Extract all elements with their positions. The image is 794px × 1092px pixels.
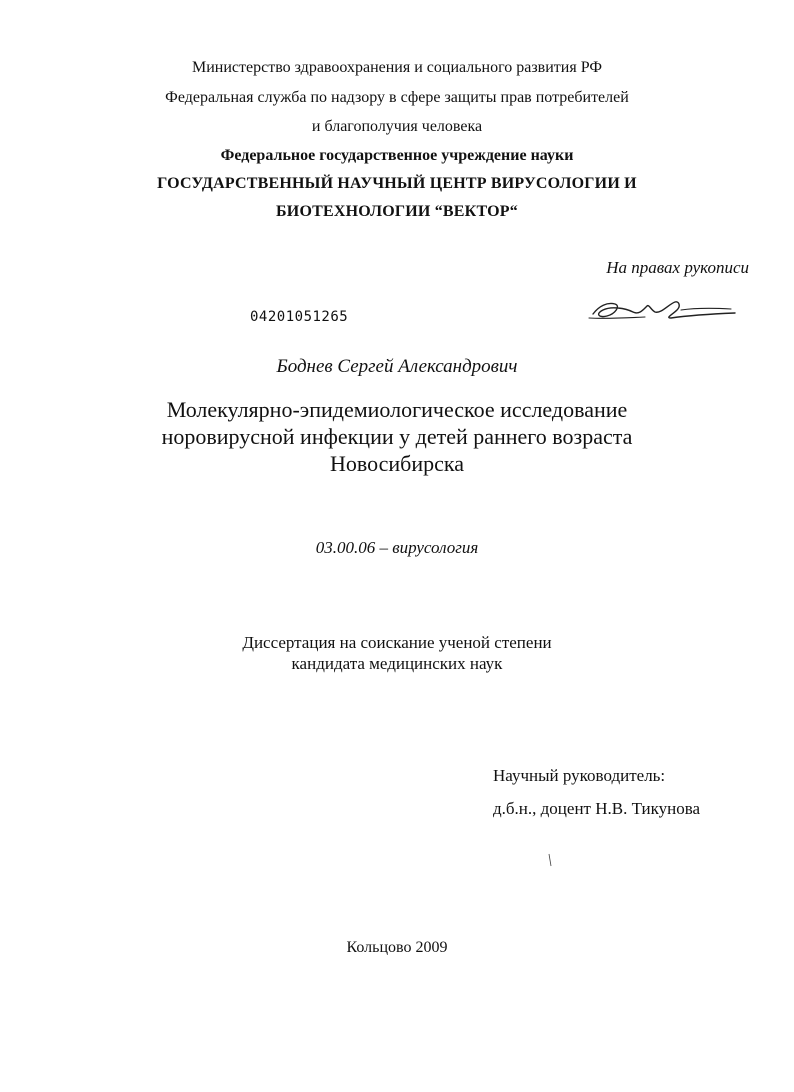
thesis-title-line-1: Молекулярно-эпидемиологическое исследование — [166, 397, 628, 422]
specialty-code: 03.00.06 – вирусология — [315, 538, 479, 557]
author-name: Боднев Сергей Александрович — [276, 356, 518, 377]
stray-pen-mark — [548, 853, 552, 867]
degree-line-1: Диссертация на соискание ученой степени — [242, 633, 552, 652]
manuscript-rights-note: На правах рукописи — [606, 258, 749, 277]
thesis-title-line-3: Новосибирска — [329, 451, 465, 476]
advisor-name: д.б.н., доцент Н.В. Тикунова — [493, 799, 701, 818]
thesis-title-line-2: норовирусной инфекции у детей раннего возраста — [161, 424, 633, 449]
degree-line-2: кандидата медицинских наук — [291, 654, 503, 673]
federal-service-line: Федеральная служба по надзору в сфере защиты прав потребителей — [165, 89, 629, 106]
place-and-year: Кольцово 2009 — [346, 939, 448, 956]
handwritten-signature — [585, 292, 740, 326]
institution-name-line-2: БИОТЕХНОЛОГИИ “ВЕКТОР“ — [276, 203, 518, 220]
advisor-label: Научный руководитель: — [493, 766, 666, 785]
institution-name-line-1: ГОСУДАРСТВЕННЫЙ НАУЧНЫЙ ЦЕНТР ВИРУСОЛОГИИ И — [157, 175, 637, 192]
registration-number: 04201051265 — [250, 309, 349, 325]
wellbeing-line: и благополучия человека — [311, 118, 483, 135]
institution-type-line: Федеральное государственное учреждение науки — [220, 147, 574, 164]
ministry-line: Министерство здравоохранения и социального развития РФ — [192, 59, 602, 76]
